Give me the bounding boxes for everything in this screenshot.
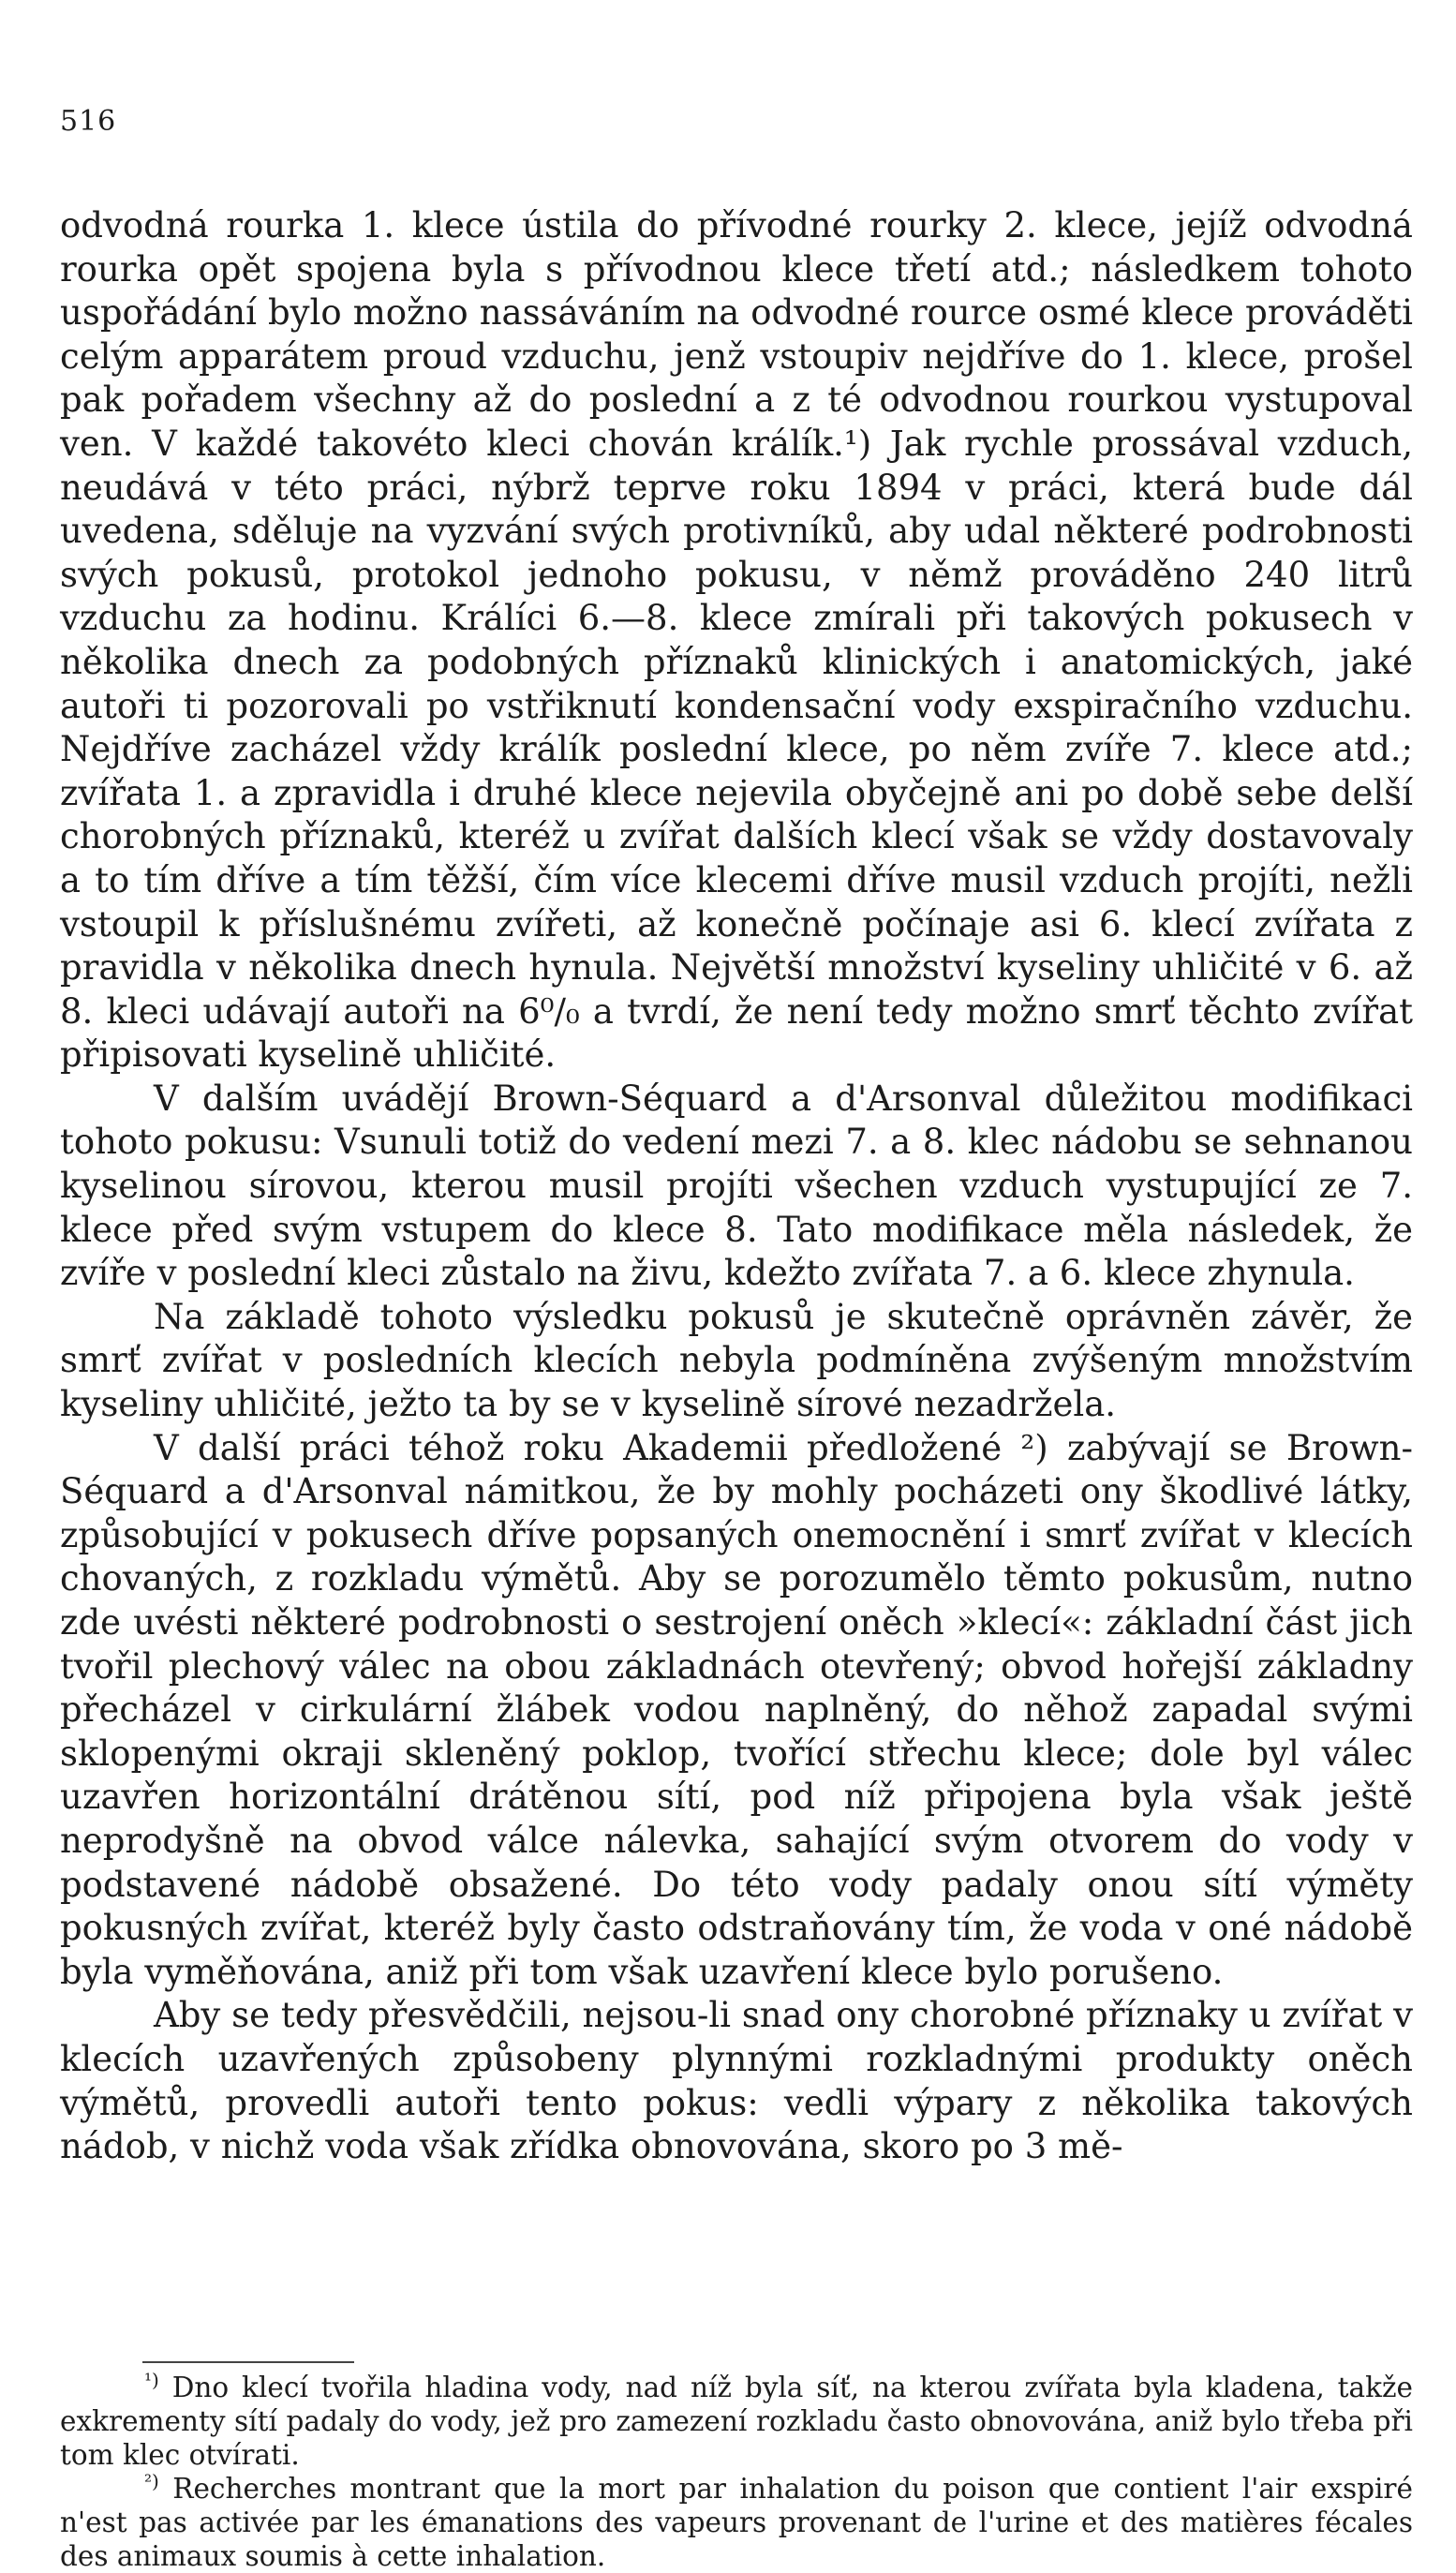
footnote-2: [60, 2472, 1413, 2573]
paragraph-4: V další práci téhož roku Akademii předložené ²) zabývají se Brown-Séquard a d'Arsonval námitkou, že by mohly pocházeti ony škodlivé látky, způsobující v pokusech dříve popsaných onemocnění i smrť zvířat v klecích chovaných, z rozkladu výmětů. Aby se porozumělo těmto pokusům, nutno zde uvésti některé podrobnosti o sestrojení oněch »klecí«: základní část jich tvořil plechový válec na obou základnách otevřený; obvod hořejší základny přecházel v cirkulární žlábek vodou naplněný, do něhož zapadal svými sklopenými okraji skleněný poklop, tvořící střechu klece; dole byl válec uzavřen horizontální drátěnou sítí, pod níž připojena byla však ještě neprodyšně na obvod válce nálevka, sahající svým otvorem do vody v podstavené nádobě obsažené. Do této vody padaly onou sítí výměty pokusných zvířat, kteréž byly často odstraňovány tím, že voda v oné nádobě byla vyměňována, aniž při tom však uzavření klece bylo porušeno.: [60, 1427, 1413, 1992]
footnote-separator: [142, 2361, 354, 2363]
footnote-1: [60, 2371, 1413, 2472]
footnote-1-mark: ¹): [144, 2369, 159, 2392]
footnotes: [60, 2371, 1413, 2573]
page-number: 516: [60, 105, 117, 138]
footnote-2-mark: ²): [144, 2470, 159, 2493]
footnote-2-text: Recherches montrant que la mort par inhalation du poison que contient l'air exspiré n'est pas activée par les émanations des vapeurs provenant de l'urine et des matières fécales des animaux soumis à cette inhalation.: [60, 2473, 1413, 2572]
paragraph-1: odvodná rourka 1. klece ústila do přívodné rourky 2. klece, jejíž odvodná rourka opět spojena byla s přívodnou klece třetí atd.; následkem tohoto uspořádání bylo možno nassáváním na odvodné rource osmé klece prováděti celým apparátem proud vzduchu, jenž vstoupiv nejdříve do 1. klece, prošel pak pořadem všechny až do poslední a z té odvodnou rourkou vystupoval ven. V každé takovéto kleci chován králík.¹) Jak rychle prossával vzduch, neudává v této práci, nýbrž teprve roku 1894 v práci, která bude dál uvedena, sděluje na vyzvání svých protivníků, aby udal některé podrobnosti svých pokusů, protokol jednoho pokusu, v němž prováděno 240 litrů vzduchu za hodinu. Králíci 6.—8. klece zmírali při takových pokusech v několika dnech za podobných příznaků klinických i anatomických, jaké autoři ti pozorovali po vstřiknutí kondensační vody exspiračního vzduchu. Nejdříve zacházel vždy králík poslední klece, po něm zvíře 7. klece atd.; zvířata 1. a zpravidla i druhé klece nejevila obyčejně ani po době sebe delší chorobných příznaků, kteréž u zvířat dalších klecí však se vždy dostavovaly a to tím dříve a tím těžší, čím více klecemi dříve musil vzduch projíti, nežli vstoupil k příslušnému zvířeti, až konečně počínaje asi 6. klecí zvířata z pravidla v několika dnech hynula. Největší množství kyseliny uhličité v 6. až 8. kleci udávají autoři na 6⁰/₀ a tvrdí, že není tedy možno smrť těchto zvířat připisovati kyselině uhličité.: [60, 205, 1413, 1076]
body-text: [60, 204, 1413, 2169]
paragraph-5: Aby se tedy přesvědčili, nejsou-li snad ony chorobné příznaky u zvířat v klecích uzavřených způsobeny plynnými rozkladnými produkty oněch výmětů, provedli autoři tento pokus: vedli výpary z několika takových nádob, v nichž voda však zřídka obnovována, skoro po 3 mě-: [60, 1995, 1413, 2167]
footnote-1-text: Dno klecí tvořila hladina vody, nad níž byla síť, na kterou zvířata byla kladena, takže exkrementy sítí padaly do vody, jež pro zamezení rozkladu často obnovována, aniž bylo třeba při tom klec otvírati.: [60, 2372, 1413, 2471]
paragraph-3: Na základě tohoto výsledku pokusů je skutečně oprávněn závěr, že smrť zvířat v posledních klecích nebyla podmíněna zvýšeným množstvím kyseliny uhličité, ježto ta by se v kyselině sírové nezadržela.: [60, 1296, 1413, 1425]
paragraph-2: V dalším uvádějí Brown-Séquard a d'Arsonval důležitou modifikaci tohoto pokusu: Vsunuli totiž do vedení mezi 7. a 8. klec nádobu se sehnanou kyselinou sírovou, kterou musil projíti všechen vzduch vystupující ze 7. klece před svým vstupem do klece 8. Tato modifikace měla následek, že zvíře v poslední kleci zůstalo na živu, kdežto zvířata 7. a 6. klece zhynula.: [60, 1078, 1413, 1294]
